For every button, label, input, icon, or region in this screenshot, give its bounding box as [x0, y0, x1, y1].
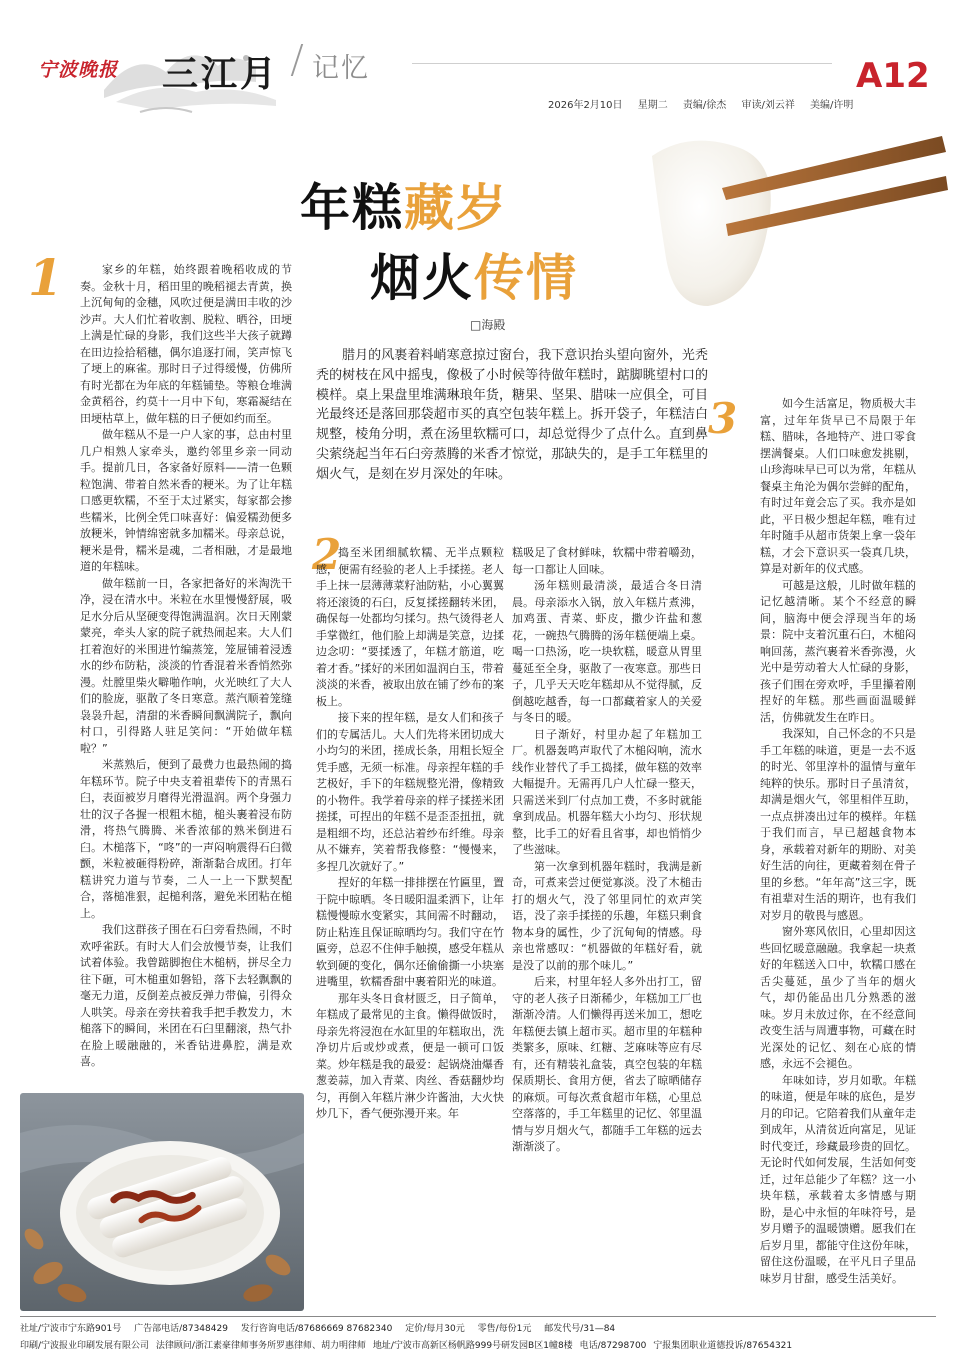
article-column-2 — [316, 545, 504, 1123]
paragraph: 捏好的年糕一排排摆在竹匾里，置于院中晾晒。冬日暖阳温柔洒下，让年糕慢慢晾水变紧实，其间需不时翻动，防止粘连且保证晾晒均匀。我们守在竹匾旁，总忍不住伸手触摸，感受年糕从软到硬的变化，偶尔还偷偷撕一小块塞进嘴里，软糯香甜中裹着阳光的味道。 — [316, 876, 504, 988]
footer-printer: 印刷/宁波报业印刷发展有限公司 — [20, 1341, 150, 1351]
reviewer: 审读/刘云祥 — [741, 100, 795, 111]
paragraph: 可越是这般，儿时做年糕的记忆越清晰。某个不经意的瞬间，脑海中便会浮现当年的场景：院中支着沉重石臼，木槌闷响回荡，蒸汽裹着米香弥漫，火光中是劳动着大人忙碌的身影，孩子们围在旁欢呼，手里攥着刚捏好的年糕。那些画面温暖鲜活，仿佛就发生在昨日。 — [760, 578, 916, 724]
footer-price-monthly: 定价/每月30元 — [405, 1324, 465, 1334]
paragraph: 那年头冬日食材匮乏，日子简单，年糕成了最常见的主食。懒得做饭时，母亲先将浸泡在水缸里的年糕取出，洗净切片后或炒或煮，便是一顿可口饭菜。炒年糕是我的最爱：起锅烧油爆香葱姜蒜，加入青菜、肉丝、香菇翻炒均匀，再倒入年糕片淋少许酱油，大火快炒几下，香气便弥漫开来。年 — [316, 991, 504, 1120]
paragraph: 家乡的年糕，始终跟着晚稻收成的节奏。金秋十月，稻田里的晚稻褪去青黄，换上沉甸甸的金穗，风吹过便是满田丰收的沙沙声。大人们忙着收割、脱粒、晒谷，田埂上满是忙碌的身影，我们这些半大孩子就蹲在田边捡拾稻穗，偶尔追逐打闹，笑声惊飞了埂上的麻雀。那时日子过得缓慢，仿佛所有时光都在为年底的年糕铺垫。等粮仓堆满金黄稻谷，约莫十一月中下旬，寒霜凝结在田埂枯草上，做年糕的日子便如约而至。 — [80, 263, 292, 425]
issue-weekday: 星期二 — [637, 100, 668, 111]
headline-2-accent: 传情 — [474, 249, 578, 307]
section-name: 记忆 — [312, 53, 370, 84]
section-numeral-2: 2 — [312, 530, 342, 579]
paragraph: 捣至米团细腻软糯、无半点颗粒感，便需有经验的老人上手揉搓。老人手上抹一层薄薄菜籽油防粘，小心翼翼将还滚烫的石臼，反复揉搓翻转米团，确保每一处都均匀揉匀。热气烫得老人手掌微红，他们脸上却满是笑意，边揉边念叨：“要揉透了，年糕才筋道，吃着才香。”揉好的米团如温润白玉，带着淡淡的米香，被取出放在铺了纱布的案板上。 — [316, 546, 504, 708]
headline-line-1 — [300, 168, 508, 240]
page-number: A12 — [856, 56, 930, 96]
headline-1-accent: 藏岁 — [404, 179, 508, 237]
article-column-3 — [512, 545, 702, 1156]
designer: 美编/许明 — [810, 100, 854, 111]
section-numeral-3: 3 — [708, 394, 738, 443]
footer-line-2 — [20, 1338, 796, 1351]
footer-price-retail: 零售/每份1元 — [477, 1324, 532, 1334]
headline-line-2 — [370, 238, 578, 310]
header-divider — [412, 63, 832, 64]
paragraph: 我们这群孩子围在石臼旁看热闹，不时欢呼雀跃。有时大人们会放慢节奏，让我们试着体验。我曾踮脚抱住木槌柄，拼尽全力往下砸，可木槌重如磐铅，落下去轻飘飘的毫无力道，反倒差点被反弹力带偏，引得众人哄笑。母亲在旁扶着我手把手教发力，木槌落下的瞬间，米团在石臼里翻滚，热气扑在脸上暖融融的，米香钻进鼻腔，满是欢喜。 — [80, 923, 292, 1068]
paragraph: 接下来的捏年糕，是女人们和孩子们的专属活儿。大人们先将米团切成大小均匀的米团，搓成长条，用粗长短全凭手感，无须一标准。母亲捏年糕的手艺极好，手下的年糕规整光滑，像精致的小物件。我学着母亲的样子揉搓米团搓揉，可捏出的年糕不是歪歪扭扭，就是粗细不均，还总沾着纱布纤维。母亲从不嫌弃，笑着帮我修整：“慢慢来，多捏几次就好了。” — [316, 711, 504, 873]
paragraph: 年味如诗，岁月如歌。年糕的味道，便是年味的底色，是岁月的印记。它陪着我们从童年走到成年，从清贫近向富足，见证时代变迁，珍藏最珍贵的回忆。无论时代如何发展，生活如何变迁，过年总能少了年糕？这一小块年糕，承载着太多情感与期盼，是心中永恒的年味符号，是岁月赠予的温暖馈赠。愿我们在后岁月里，都能守住这份年味，留住这份温暖，在平凡日子里品味岁月甘甜，感受生活美好。 — [760, 1073, 916, 1285]
ricecake-photo — [20, 1093, 304, 1311]
paragraph: 米蒸熟后，便到了最费力也最热闹的捣年糕环节。院子中央支着祖辈传下的青黑石臼，表面被岁月磨得光滑温润。两个身强力壮的汉子各握一根粗木槌，槌头裹着浸布防滑，将热气腾腾、米香浓郁的熟米倒进石臼。木槌落下，“咚”的一声闷响震得石臼微颤，米粒被砸得粉碎，渐渐黏合成团。打年糕讲究力道与节奏，二人一上一下默契配合，落槌准狠，起槌利落，避免米团粘在槌上。 — [80, 758, 292, 920]
footer-ad-phone: 广告部电话/87348429 — [134, 1324, 228, 1334]
footer-distribution-phone: 发行咨询电话/87686669 87682340 — [240, 1324, 393, 1334]
paragraph: 日子渐好，村里办起了年糕加工厂。机器轰鸣声取代了木槌闷响，流水线作业替代了手工捣揉，做年糕的效率大幅提升。无需再几户人忙碌一整天，只需送米到厂付点加工费，不多时就能拿到成品。机器年糕大小均匀、形状规整，比手工的好看且省事，却也悄悄少了些滋味。 — [512, 727, 702, 856]
footer-printer-phone: 电话/87298700 — [579, 1341, 647, 1351]
footer-legal: 法律顾问/浙江素豪律师事务所罗惠律师、胡力明律师 — [155, 1341, 366, 1351]
footer-divider — [20, 1316, 936, 1317]
editor: 责编/徐杰 — [682, 100, 727, 111]
article-column-1 — [80, 262, 292, 1071]
paragraph: 我深知，自己怀念的不只是手工年糕的味道，更是一去不返的时光、邻里淳朴的温情与童年纯粹的快乐。那时日子虽清贫，却满是烟火气，邻里相伴互助，一点点拼凑出过年的模样。年糕于我们而言，早已超越食物本身，承载着对新年的期盼、对美好生活的向往，更藏着刻在骨子里的乡愁。“年年高”这三字，既有祖辈对生活的期许，也有我们对岁月的敬畏与感恩。 — [760, 727, 916, 922]
footer-postal-code: 邮发代号/31—84 — [544, 1324, 616, 1334]
paragraph: 汤年糕则最清淡，最适合冬日清晨。母亲添水入锅，放入年糕片煮沸，加鸡蛋、青菜、虾皮，撒少许盐和葱花，一碗热气腾腾的汤年糕便端上桌。喝一口热汤，吃一块软糕，暖意从胃里蔓延至全身，驱散了一夜寒意。那些日子，几乎天天吃年糕却从不觉得腻，反倒越吃越香，每一口都藏着家人的关爱与冬日的暖。 — [512, 579, 702, 724]
chopsticks-ricecake-art — [630, 108, 950, 318]
paragraph: 做年糕前一日，各家把备好的米淘洗干净，浸在清水中。米粒在水里慢慢舒展，吸足水分后从坚硬变得饱满温润。次日天刚蒙蒙亮，牵头人家的院子就热闹起来。大人们扛着泡好的米围进竹编蒸笼，笼屉铺着浸透水的纱布防粘，淡淡的竹香混着米香悄然弥漫。灶膛里柴火噼啪作响，火光映红了大人们的脸庞，驱散了冬日寒意。蒸汽顺着笼缝袅袅升起，清甜的米香瞬间飘满院子，飘向村口，引得路人驻足笑问：“开始做年糕啦？” — [80, 576, 292, 755]
paper-name: 宁波晚报 — [38, 59, 119, 81]
edition-name: 三江月 — [162, 53, 280, 95]
headline-2-prefix: 烟火 — [370, 249, 474, 307]
footer-printer-address: 地址/宁波市高新区杨帆路999号研发园B区1幢8楼 — [372, 1341, 573, 1351]
section-numeral-1: 1 — [28, 248, 63, 307]
paragraph: 糕吸足了食材鲜味，软糯中带着嚼劲，每一口都让人回味。 — [512, 546, 702, 576]
footer-line-1 — [20, 1321, 625, 1334]
issue-date: 2026年2月10日 — [548, 100, 623, 111]
article-intro — [316, 346, 708, 485]
intro-paragraph: 腊月的风裹着料峭寒意掠过窗台，我下意识抬头望向窗外，光秃秃的树枝在风中摇曳，像极了小时候等待做年糕时，踮脚眺望村口的模样。桌上果盘里堆满琳琅年货，糖果、坚果、腊味一应俱全，可目光最终还是落回那袋超市买的真空包装年糕上。拆开袋子，年糕洁白规整，棱角分明，煮在汤里软糯可口，却总觉得少了点什么。直到鼻尖萦绕起当年石臼旁蒸腾的米香才惊觉，那缺失的，是手工年糕里的烟火气，是刻在岁月深处的年味。 — [316, 348, 708, 482]
paragraph: 第一次拿到机器年糕时，我满是新奇，可煮来尝过便觉寡淡。没了木槌击打的烟火气，没了邻里同忙的欢声笑语，没了亲手揉搓的乐趣，年糕只剩食物本身的属性，少了沉甸甸的情感。母亲也常感叹：“机器做的年糕好看，就是没了以前的那个味儿。” — [512, 859, 702, 972]
headline-1-prefix: 年糕 — [300, 179, 404, 237]
paragraph: 做年糕从不是一户人家的事，总由村里几户相熟人家牵头，邀约邻里乡亲一同动手。提前几日，各家备好原料——清一色颗粒饱满、带着自然米香的粳米。为了让年糕口感更软糯，不至于太过紧实，每家都会掺些糯米，比例全凭口味喜好：偏爱糯劲便多放粳米，钟情绵密就多加糯米。母亲总说，粳米是骨，糯米是魂，二者相融，才是最地道的年糕味。 — [80, 428, 292, 573]
footer-complaint: 宁报集团职业道德投诉/87654321 — [653, 1341, 793, 1351]
article-column-4 — [760, 396, 916, 1287]
byline: □海殿 — [470, 318, 506, 332]
footer-address: 社址/宁波市宁东路901号 — [20, 1324, 122, 1334]
paragraph: 如今生活富足，物质极大丰富，过年年货早已不局限于年糕、腊味，各地特产、进口零食摆满餐桌。人们口味愈发挑剔，山珍海味早已可以为常，年糕从餐桌主角沦为偶尔尝鲜的配角，有时过年竟会忘了买。我亦是如此，平日极少想起年糕，唯有过年时随手从超市货架上拿一袋年糕，才会下意识买一袋真几块，算是对新年的仪式感。 — [760, 397, 916, 575]
paragraph: 后来，村里年轻人多外出打工，留守的老人孩子日渐稀少，年糕加工厂也渐渐冷清。人们懒得再送米加工，想吃年糕便去镇上超市买。超市里的年糕种类繁多，原味、红糖、芝麻味等应有尽有，还有精装礼盒装，真空包装的年糕保质期长、食用方便，省去了晾晒储存的麻烦。可每次煮食超市年糕，心里总空落落的，手工年糕里的记忆、邻里温情与岁月烟火气，都随手工年糕的远去渐渐淡了。 — [512, 975, 702, 1153]
paragraph: 窗外寒风依旧，心里却因这些回忆暖意融融。我拿起一块煮好的年糕送入口中，软糯口感在舌尖蔓延，虽少了当年的烟火气，却仍能品出几分熟悉的滋味。岁月未放过你，在不经意间改变生活与周遭事物，可藏在时光深处的记忆、刻在心底的情感，永远不会褪色。 — [760, 925, 916, 1070]
